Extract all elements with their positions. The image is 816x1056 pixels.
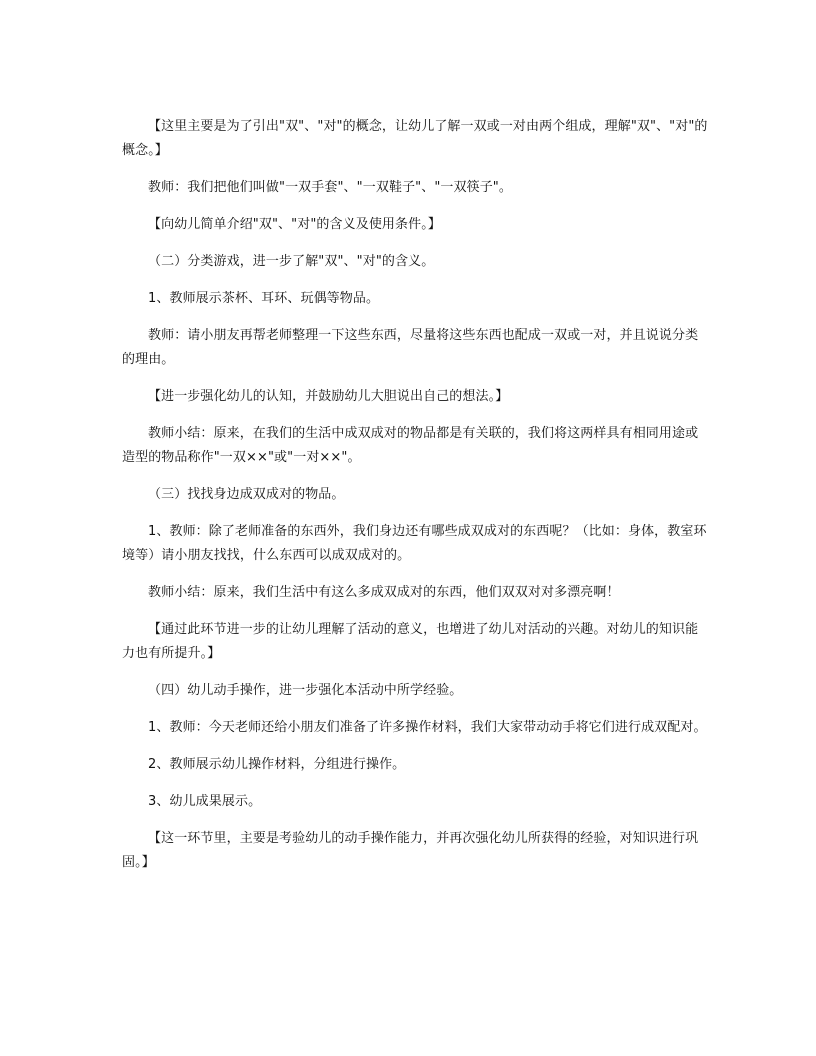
document-body (122, 115, 710, 888)
paragraph-step-1-materials: 1、教师：今天老师还给小朋友们准备了许多操作材料，我们大家带动动手将它们进行成双配对。 (148, 720, 707, 735)
paragraph-step-2-groups: 2、教师展示幼儿操作材料，分组进行操作。 (148, 757, 406, 772)
paragraph-step-1-display: 1、教师展示茶杯、耳环、玩偶等物品。 (148, 291, 380, 306)
paragraph-intro-note: 【这里主要是为了引出"双"、"对"的概念，让幼儿了解一双或一对由两个组成，理解"双"、"对"的概念。】 (122, 119, 708, 158)
section-heading-3: （三）找找身边成双成对的物品。 (148, 487, 345, 502)
paragraph-note-interest: 【通过此环节进一步的让幼儿理解了活动的意义，也增进了幼儿对活动的兴趣。对幼儿的知识能力也有所提升。】 (122, 622, 699, 661)
paragraph-note-meaning: 【向幼儿简单介绍"双"、"对"的含义及使用条件。】 (148, 217, 441, 232)
paragraph-teacher-sort: 教师：请小朋友再帮老师整理一下这些东西，尽量将这些东西也配成一双或一对，并且说说分类的理由。 (122, 328, 699, 367)
paragraph-note-consolidate: 【这一环节里，主要是考验幼儿的动手操作能力，并再次强化幼儿所获得的经验，对知识进行巩固。】 (122, 831, 699, 870)
paragraph-step-1-find: 1、教师：除了老师准备的东西外，我们身边还有哪些成双成对的东西呢？（比如：身体，教室环境等）请小朋友找找，什么东西可以成双成对的。 (122, 524, 707, 563)
paragraph-note-cognition: 【进一步强化幼儿的认知，并鼓励幼儿大胆说出自己的想法。】 (148, 389, 509, 404)
paragraph-teacher-pairs: 教师：我们把他们叫做"一双手套"、"一双鞋子"、"一双筷子"。 (148, 180, 512, 195)
section-heading-4: （四）幼儿动手操作，进一步强化本活动中所学经验。 (148, 683, 463, 698)
paragraph-summary-beautiful: 教师小结：原来，我们生活中有这么多成双成对的东西，他们双双对对多漂亮啊！ (148, 585, 620, 600)
paragraph-summary-related: 教师小结：原来，在我们的生活中成双成对的物品都是有关联的，我们将这两样具有相同用途或造型的物品称作"一双××"或"一对××"。 (122, 426, 699, 465)
section-heading-2: （二）分类游戏，进一步了解"双"、"对"的含义。 (148, 254, 435, 269)
paragraph-step-3-results: 3、幼儿成果展示。 (148, 794, 262, 809)
